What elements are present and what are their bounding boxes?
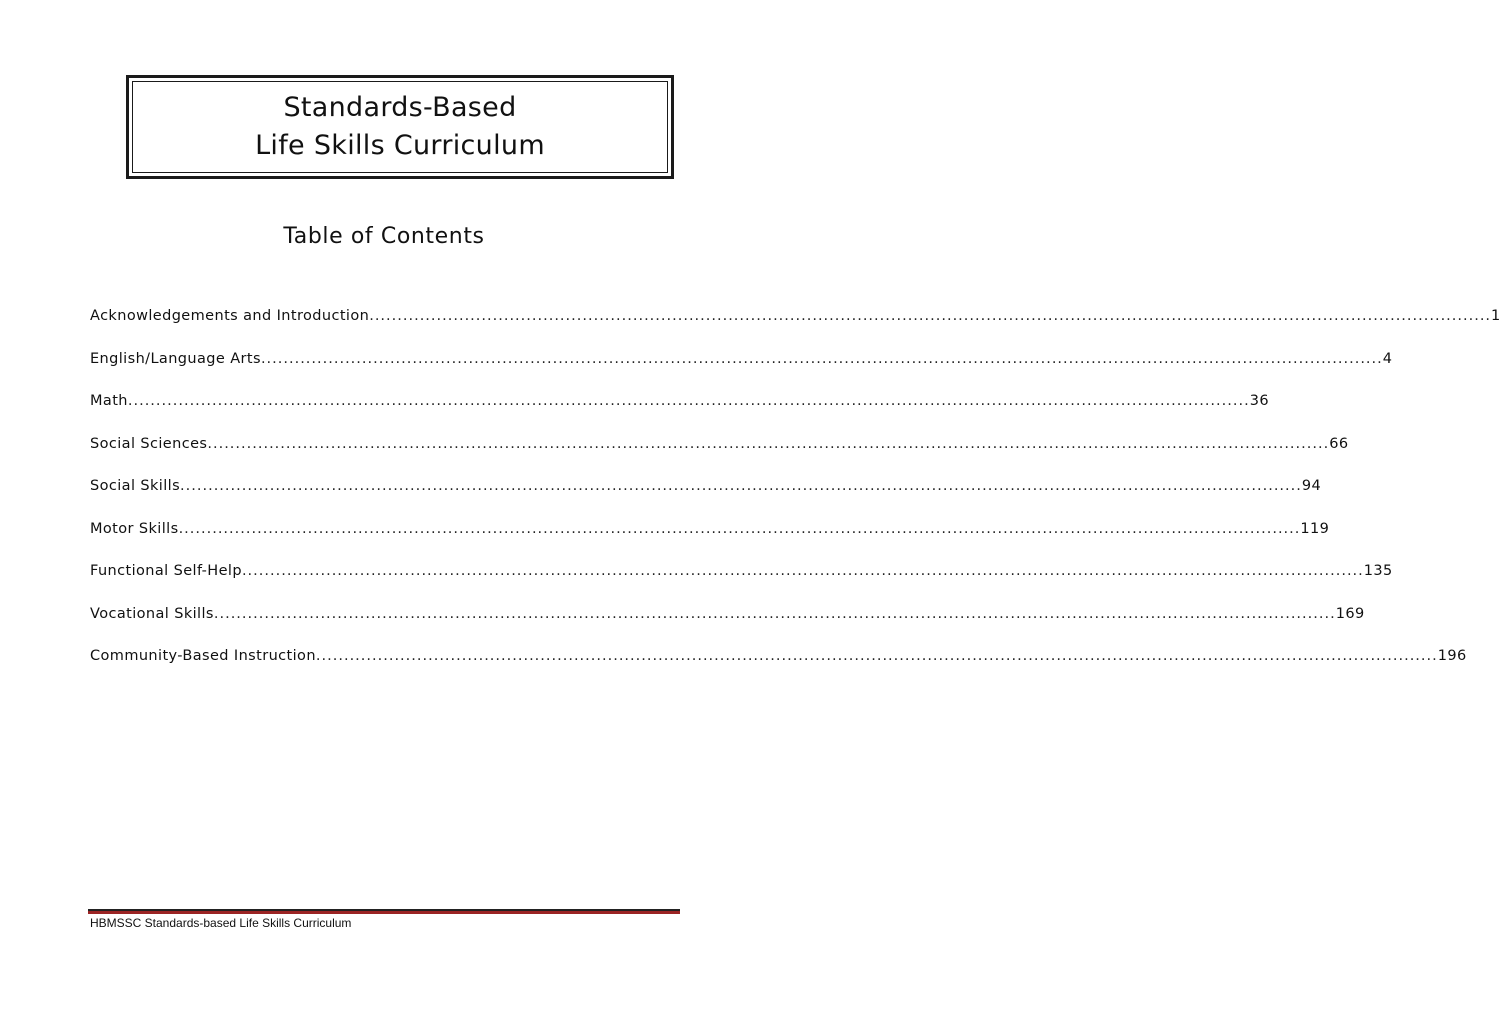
- toc-entry-label: Motor Skills: [90, 520, 179, 537]
- title-box-inner: [132, 81, 668, 173]
- toc-entry-label: English/Language Arts: [90, 350, 261, 367]
- toc-entry-page: 36: [1249, 393, 1269, 409]
- toc-entry: [90, 393, 1269, 436]
- toc-leader-dots: ........................................................................................................................................................................................................: [180, 478, 1302, 494]
- toc-leader-dots: ........................................................................................................................................................................................................: [207, 435, 1330, 452]
- toc-leader-dots: ........................................................................................................................................................................................................: [369, 308, 1492, 324]
- toc-entry: [90, 605, 1365, 649]
- toc-entry-page: 169: [1335, 605, 1365, 622]
- toc-entry: [90, 648, 1467, 691]
- toc-entry: [90, 520, 1330, 564]
- toc-entry: [90, 350, 1393, 394]
- toc-leader-dots: ........................................................................................................................................................................................................: [178, 520, 1301, 537]
- toc-entry-label: Vocational Skills: [90, 605, 214, 622]
- toc-entry-page: 94: [1301, 478, 1322, 494]
- toc-entry-label: Functional Self-Help: [90, 563, 242, 579]
- toc-entry-label: Acknowledgements and Introduction: [90, 308, 370, 324]
- document-title-line-2: Life Skills Curriculum: [255, 130, 545, 161]
- toc-entry: [90, 478, 1322, 521]
- toc-entry-page: 119: [1300, 520, 1330, 537]
- toc-entry-page: 135: [1363, 563, 1393, 579]
- toc-leader-dots: ........................................................................................................................................................................................................: [260, 350, 1383, 367]
- footer-rule-accent: [88, 911, 680, 914]
- toc-entry: [90, 563, 1393, 606]
- toc-entry-label: Social Sciences: [90, 435, 208, 452]
- toc-entry-page: 1: [1491, 308, 1501, 324]
- toc-entry-page: 196: [1437, 648, 1467, 664]
- toc-heading: Table of Contents: [283, 224, 485, 249]
- toc-entry-label: Community-Based Instruction: [90, 648, 316, 664]
- footer-text: HBMSSC Standards-based Life Skills Curriculum: [90, 916, 352, 930]
- footer-rule: [88, 909, 680, 914]
- toc-leader-dots: ........................................................................................................................................................................................................: [127, 393, 1250, 409]
- document-title-line-1: Standards-Based: [283, 92, 517, 123]
- toc-entry-page: 4: [1382, 350, 1393, 367]
- toc-leader-dots: ........................................................................................................................................................................................................: [213, 605, 1336, 622]
- toc-entry: [90, 435, 1349, 479]
- toc-entry-page: 66: [1329, 435, 1349, 452]
- toc-entry-label: Social Skills: [90, 478, 181, 494]
- title-box: [126, 75, 674, 179]
- toc-entry: [90, 308, 1501, 351]
- toc-leader-dots: ........................................................................................................................................................................................................: [315, 648, 1438, 664]
- toc-list: [90, 308, 1501, 691]
- toc-leader-dots: ........................................................................................................................................................................................................: [241, 563, 1364, 579]
- toc-entry-label: Math: [90, 393, 128, 409]
